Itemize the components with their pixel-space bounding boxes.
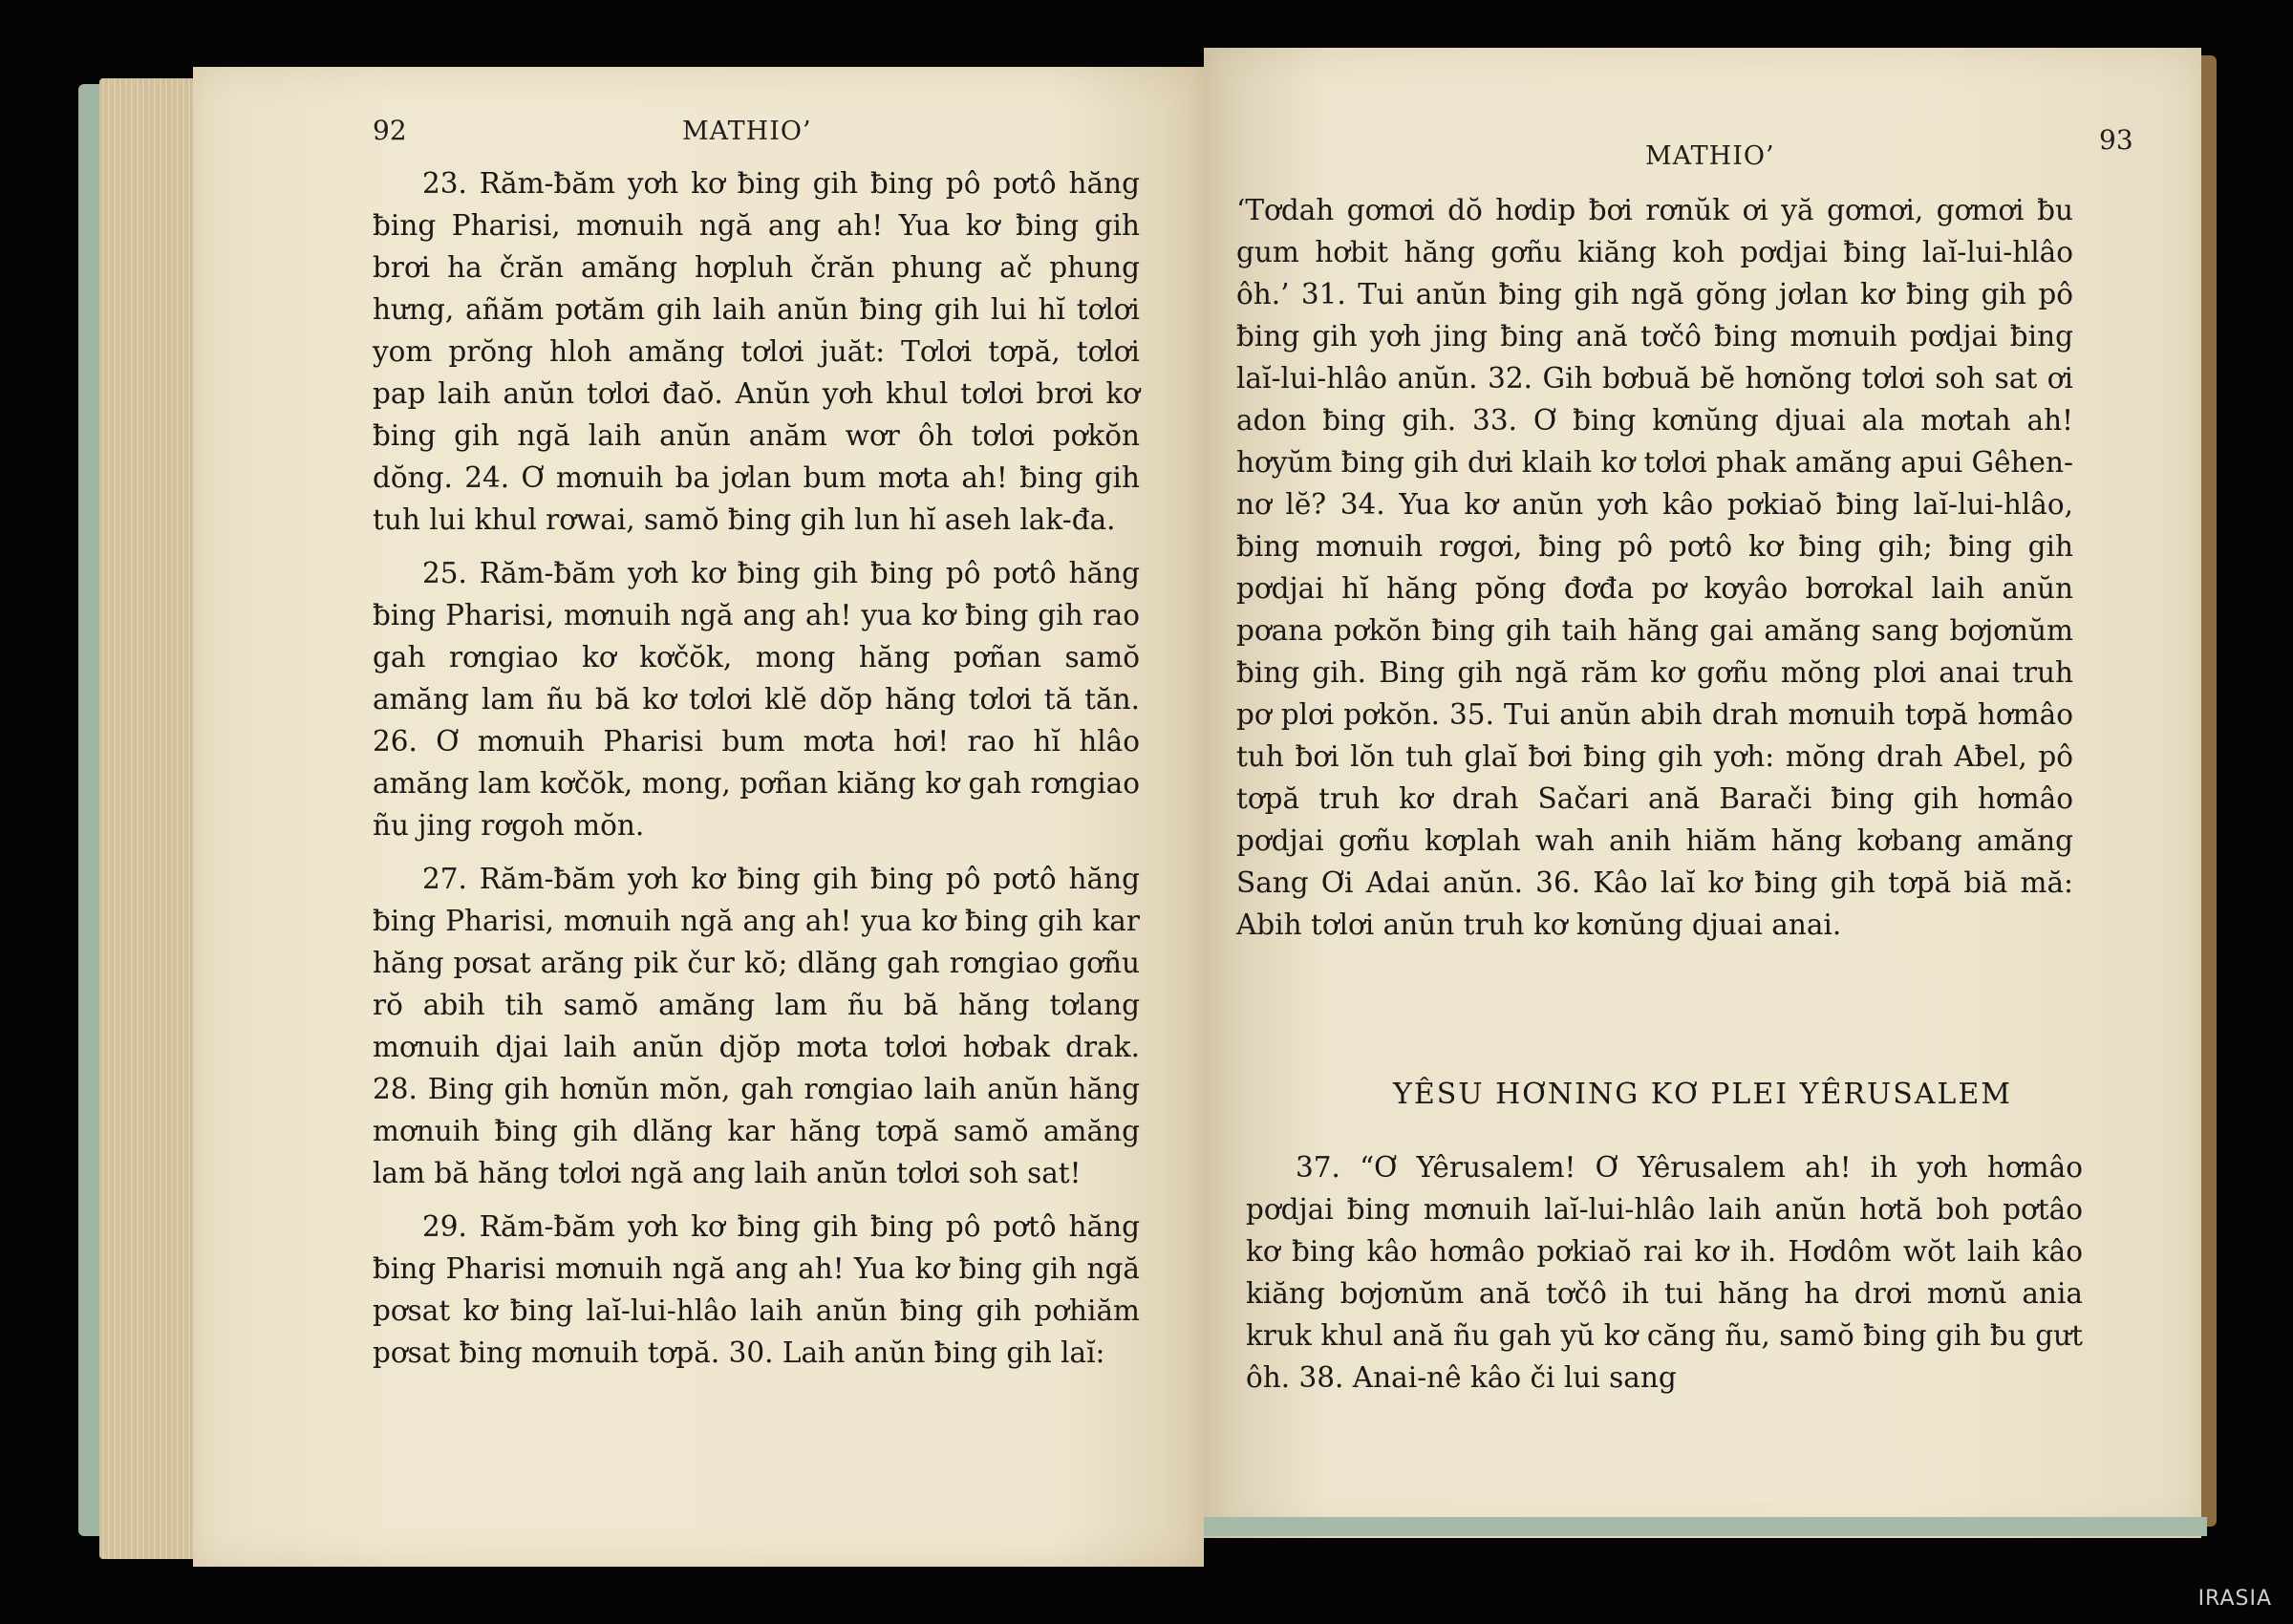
- section-heading: YÊSU HƠNING KƠ PLEI YÊRUSALEM: [1393, 1078, 2012, 1111]
- right-page-number: 93: [2099, 124, 2133, 156]
- watermark-label: IRASIA: [2197, 1587, 2272, 1611]
- paragraph-30-36: ‘Tơdah gơmơi dŏ hơdip ƀơi rơnŭk ơi yă gơmơi, gơmơi ƀu gum hơbit hăng gơñu kiăng koh pơdjai ƀing laĭ-lui-hlâo ôh.’ 31. Tui anŭn ƀing gih ngă gŏng jơlan kơ ƀing gih pô ƀing gih yơh jing ƀing ană tơčô ƀing mơnuih pơdjai ƀing laĭ-lui-hlâo anŭn. 32. Gih bơbuă bĕ hơnŏng tơlơi soh sat ơi adon ƀing gih. 33. Ơ ƀing kơnŭng djuai ala mơtah ah! hơyŭm ƀing gih dưi klaih kơ tơlơi phak amăng apui Gêhen-nơ lĕ? 34. Yua kơ anŭn yơh kâo pơkiaŏ ƀing laĭ-lui-hlâo, ƀing mơnuih rơgơi, ƀing pô pơtô kơ ƀing gih; ƀing gih pơdjai hĭ hăng pŏng đơđa pơ kơyâo bơrơkal laih anŭn pơana pơkŏn ƀing gih taih hăng gai amăng sang bơjơnŭm ƀing gih. Bing gih ngă răm kơ gơñu mŏng plơi anai truh pơ plơi pơkŏn. 35. Tui anŭn abih drah mơnuih tơpă hơmâo tuh ƀơi lŏn tuh glaĭ ƀơi ƀing gih yơh: mŏng drah Aƀel, pô tơpă truh kơ drah Sačari ană Barači ƀing gih hơmâo pơdjai gơñu kơplah wah anih hiăm hăng kơbang amăng Sang Ơi Adai anŭn. 36. Kâo laĭ kơ ƀing gih tơpă biă mă: Abih tơlơi anŭn truh kơ kơnŭng djuai anai.: [1236, 194, 2073, 941]
- right-page: [1204, 48, 2201, 1538]
- paragraph-29: 29. Răm-ƀăm yơh kơ ƀing gih ƀing pô pơtô hăng ƀing Pharisi mơnuih ngă ang ah! Yua kơ ƀing gih ngă pơsat kơ ƀing laĭ-lui-hlâo laih anŭn ƀing gih pơhiăm pơsat ƀing mơnuih tơpă. 30. Laih anŭn ƀing gih laĭ:: [373, 1210, 1140, 1369]
- right-running-head: MATHIO’: [1645, 141, 1775, 171]
- bottom-cover-edge: [1204, 1517, 2207, 1536]
- paragraph-27: 27. Răm-ƀăm yơh kơ ƀing gih ƀing pô pơtô hăng ƀing Pharisi, mơnuih ngă ang ah! yua kơ ƀing gih kar hăng pơsat arăng pik čur kŏ; dlăng gah rơngiao gơñu rŏ abih tih samŏ amăng lam ñu bă hăng tơlang mơnuih djai laih anŭn djŏp mơta tơlơi hơbak drak. 28. Bing gih hơnŭn mŏn, gah rơngiao laih anŭn hăng mơnuih ƀing gih dlăng kar hăng tơpă samŏ amăng lam bă hăng tơlơi ngă ang laih anŭn tơlơi soh sat!: [373, 863, 1140, 1189]
- paragraph-23: 23. Răm-ƀăm yơh kơ ƀing gih ƀing pô pơtô hăng ƀing Pharisi, mơnuih ngă ang ah! Yua kơ ƀing gih brơi ha črăn amăng hơpluh črăn phung ač phung hưng, añăm pơtăm gih laih anŭn ƀing gih lui hĭ tơlơi yom prŏng hloh amăng tơlơi juăt: Tơlơi tơpă, tơlơi pap laih anŭn tơlơi đaŏ. Anŭn yơh khul tơlơi brơi kơ ƀing gih ngă laih anŭn anăm wơr ôh tơlơi pơkŏn dŏng. 24. Ơ mơnuih ba jơlan bum mơta ah! ƀing gih tuh lui khul rơwai, samŏ ƀing gih lun hĭ aseh lak-đa.: [373, 167, 1140, 536]
- paragraph-25: 25. Răm-ƀăm yơh kơ ƀing gih ƀing pô pơtô hăng ƀing Pharisi, mơnuih ngă ang ah! yua kơ ƀing gih rao gah rơngiao kơ kơčŏk, mong hăng pơñan samŏ amăng lam ñu bă kơ tơlơi klĕ dŏp hăng tơlơi tă tăn. 26. Ơ mơnuih Pharisi bum mơta hơi! rao hĭ hlâo amăng lam kơčŏk, mong, pơñan kiăng kơ gah rơngiao ñu jing rơgoh mŏn.: [373, 557, 1140, 842]
- open-book: [78, 38, 2228, 1591]
- left-page-text: [373, 162, 1140, 1374]
- paragraph-37: 37. “Ơ Yêrusalem! Ơ Yêrusalem ah! ih yơh hơmâo pơdjai ƀing mơnuih laĭ-lui-hlâo laih anŭn hơtă boh pơtâo kơ ƀing kâo hơmâo pơkiaŏ rai kơ ih. Hơdôm wŏt laih kâo kiăng bơjơnŭm ană tơčô ih tui hăng ha drơi mơnŭ ania kruk khul ană ñu gah yŭ kơ căng ñu, samŏ ƀing gih ƀu gưt ôh. 38. Anai-nê kâo či lui sang: [1246, 1151, 2083, 1394]
- left-running-head: MATHIO’: [682, 117, 812, 146]
- left-page-number: 92: [373, 115, 407, 146]
- right-page-text-bottom: [1246, 1146, 2083, 1399]
- right-cover-edge: [2201, 55, 2217, 1527]
- right-page-text-top: [1236, 189, 2073, 946]
- left-page: [193, 67, 1204, 1567]
